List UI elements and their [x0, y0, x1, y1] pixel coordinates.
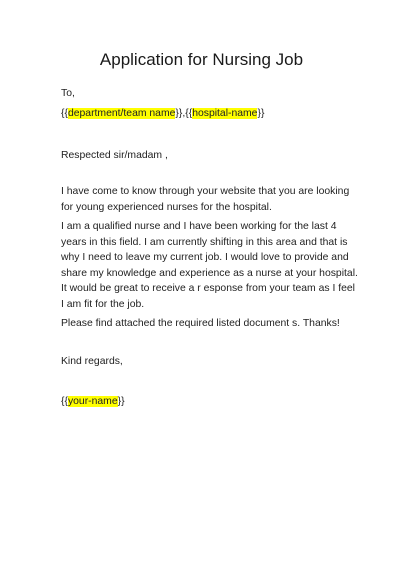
salutation: Respected sir/madam , — [61, 150, 168, 161]
closing: Kind regards, — [61, 356, 123, 367]
paragraph-4 — [61, 316, 361, 332]
paragraph-line: I am fit for the job. — [61, 298, 145, 310]
paragraph-line: for young experienced nurses for the hospital. — [61, 201, 272, 213]
brace-close: }} — [257, 108, 265, 119]
paragraph-line: I have come to know through your website that you are looking — [61, 186, 350, 197]
brace-close: }} — [175, 108, 183, 119]
page-title: Application for Nursing Job — [99, 50, 304, 69]
name-placeholder: your-name — [67, 396, 118, 407]
brace-close: }} — [117, 396, 125, 407]
paragraph-line: Please find attached the required listed document s. Thanks! — [61, 318, 340, 329]
paragraph-line: share my knowledge and experience as a nurse at your hospital. — [61, 267, 358, 279]
paragraph-line: It would be great to receive a r esponse from your team as I feel — [61, 283, 355, 294]
hospital-placeholder: hospital-name — [192, 108, 258, 119]
paragraph-line: years in this field. I am currently shifting in this area and that is — [61, 236, 348, 248]
brace-open: {{ — [61, 108, 68, 119]
brace-open: {{ — [185, 108, 193, 119]
address-line — [61, 106, 361, 122]
paragraph-2 — [61, 219, 361, 281]
paragraph-1 — [61, 184, 361, 215]
paragraph-line: I am a qualified nurse and I have been working for the last 4 — [61, 221, 337, 232]
department-placeholder: department/team name — [67, 108, 176, 119]
paragraph-3 — [61, 281, 361, 312]
paragraph-line: why I need to leave my current job. I would love to provide and — [61, 252, 349, 263]
brace-open: {{ — [61, 396, 68, 407]
to-line: To, — [61, 88, 75, 99]
signature-line — [61, 394, 361, 410]
comma: , — [182, 108, 186, 119]
